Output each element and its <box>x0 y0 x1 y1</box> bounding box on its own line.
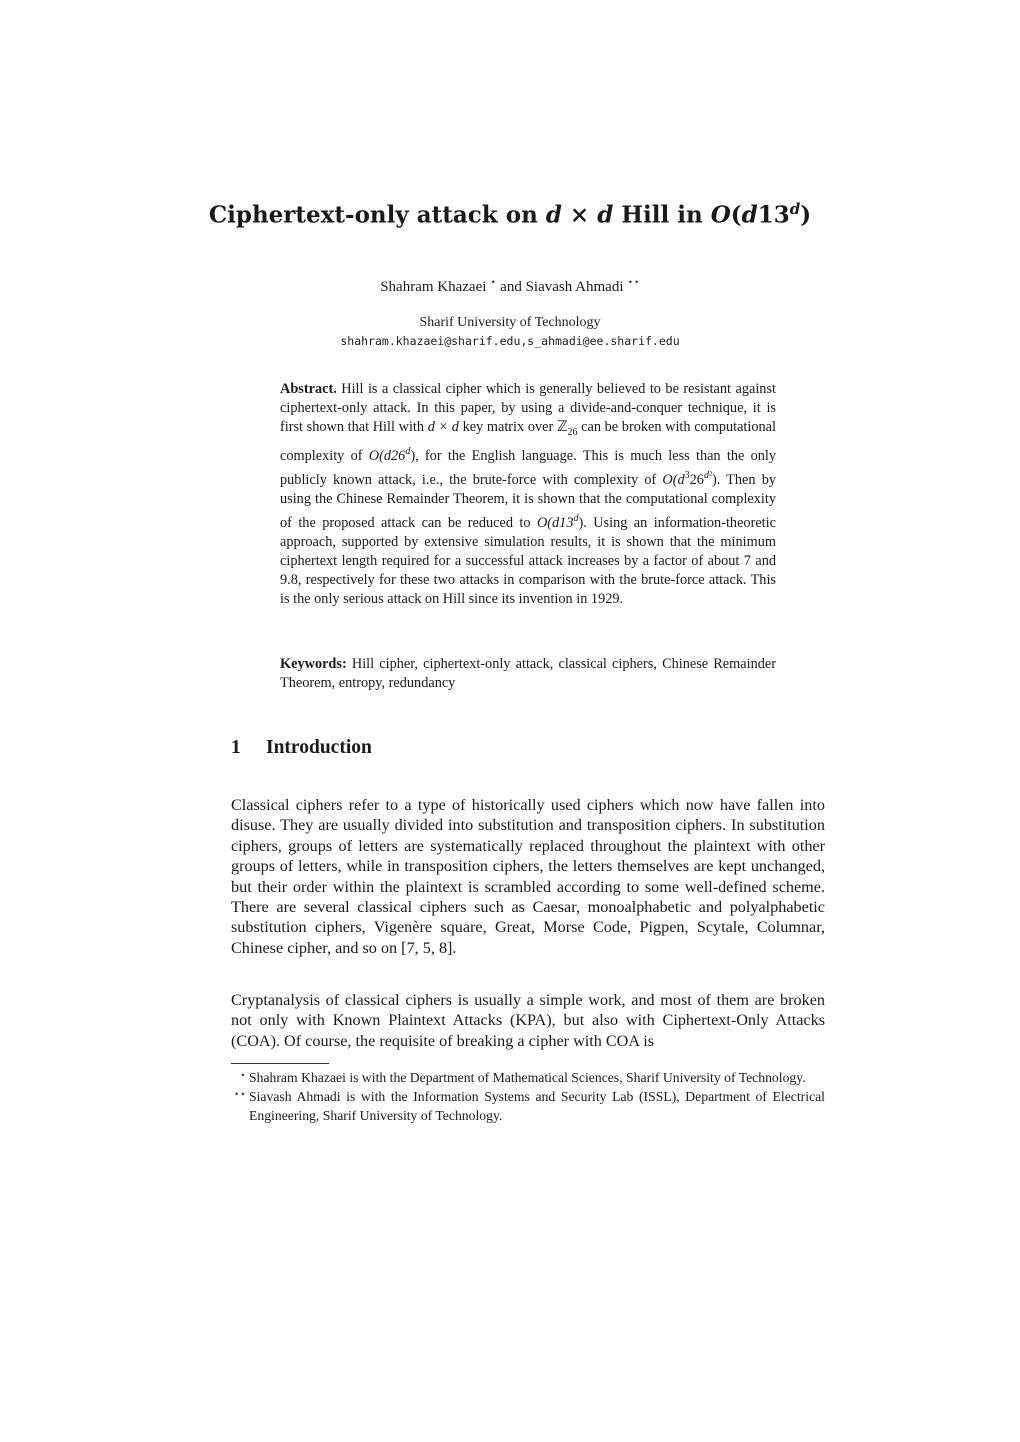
author-conjunction: and <box>496 279 526 295</box>
title-number: 13 <box>757 201 790 229</box>
keywords-text: Hill cipher, ciphertext-only attack, classical ciphers, Chinese Remainder Theorem, entropy, redundancy <box>280 656 776 692</box>
footnote <box>231 1068 825 1087</box>
section-heading <box>231 737 372 759</box>
math-superscript: 3 <box>684 470 690 481</box>
title-text: Hill in <box>613 201 711 229</box>
body-paragraph: Classical ciphers refer to a type of historically used ciphers which now have fallen into disuse. They are usually divided into substitution and transposition ciphers. In substitution ciphers, groups of letters are systematically replaced throughout the plaintext with other groups of letters, while in transposition ciphers, the letters themselves are kept unchanged, but their order within the plaintext is scrambled according to some well-defined scheme. There are several classical ciphers such as Caesar, monoalphabetic and polyalphabetic substitution ciphers, Vigenère square, Great, Morse Code, Pigpen, Scytale, Columnar, Chinese cipher, and so on [7, 5, 8]. <box>231 796 825 957</box>
abstract-text: . Then by using the Chinese Remainder Theorem, it is shown that the computational complexity of the proposed attack can be reduced to <box>280 471 776 531</box>
title-times: × <box>561 201 598 229</box>
math-superscript: d <box>573 512 579 524</box>
abstract <box>280 380 776 609</box>
math-superscript: d <box>405 446 411 458</box>
affiliation: Sharif University of Technology <box>419 315 601 330</box>
section-number: 1 <box>231 737 241 758</box>
author-emails[interactable]: shahram.khazaei@sharif.edu,s_ahmadi@ee.sharif.edu <box>340 334 680 348</box>
footnotes <box>231 1068 825 1125</box>
abstract-label: Abstract. <box>280 381 337 397</box>
abstract-text: key matrix over <box>458 419 557 436</box>
math-inline: O(d <box>662 471 685 488</box>
abstract-text: . Using an information-theoretic approach, supported by extensive simulation results, it is shown that the minimum ciphertext length required for a successful attack increases by a factor of about 7 and 9.8, respectively for these two attacks in comparison with the brute-force attack. This is the only serious attack on Hill since its invention in 1929. <box>280 514 776 608</box>
footnote-mark[interactable]: ⋆⋆ <box>627 277 640 288</box>
title-big-o: O <box>710 201 731 229</box>
math-inline: 26 <box>689 471 704 488</box>
math-inline: ) <box>578 514 584 531</box>
keywords-label: Keywords: <box>280 656 347 672</box>
math-inline: ) <box>410 447 416 464</box>
title-paren: ) <box>800 201 812 229</box>
footnote-mark: ⋆ <box>239 1070 246 1081</box>
body-paragraph: Cryptanalysis of classical ciphers is usually a simple work, and most of them are broken not only with Known Plaintext Attacks (KPA), but also with Ciphertext-Only Attacks (COA). Of course, the requisite of breaking a cipher with COA is <box>231 991 825 1050</box>
math-inline: ℤ <box>556 419 568 436</box>
title-text: Ciphertext-only attack on <box>208 201 546 229</box>
abstract-text: , for the English language. This is much less than the only publicly known attack, i.e., the brute-force with complexity of <box>280 447 776 488</box>
math-inline: O(d26 <box>368 447 406 464</box>
math-inline: O(d13 <box>536 514 574 531</box>
abstract-text: can be broken with computational complexity of <box>280 419 776 464</box>
footnote-divider <box>231 1063 329 1064</box>
footnote-mark[interactable]: ⋆ <box>490 277 497 288</box>
title-var: d <box>597 201 614 229</box>
footnote-text: Siavash Ahmadi is with the Information Systems and Security Lab (ISSL), Department of Electrical Engineering, Sharif University of Technology. <box>249 1089 825 1123</box>
title-var: d <box>741 201 758 229</box>
keywords <box>280 655 776 693</box>
math-inline: ) <box>711 471 717 488</box>
author-name: Siavash Ahmadi <box>525 279 624 295</box>
paper-title <box>180 196 840 229</box>
title-var: d <box>545 201 562 229</box>
math-inline: d × d <box>427 419 459 436</box>
title-exponent: d <box>789 200 801 218</box>
footnote-text: Shahram Khazaei is with the Department of Mathematical Sciences, Sharif University of Technology. <box>249 1070 806 1085</box>
math-superscript: d² <box>703 470 712 481</box>
footnote-mark: ⋆⋆ <box>233 1089 246 1100</box>
section-title: Introduction <box>266 737 372 758</box>
author-list <box>180 277 840 296</box>
abstract-text: Hill is a classical cipher which is generally believed to be resistant against ciphertext-only attack. In this paper, by using a divide-and-conquer technique, it is first shown that Hill with <box>280 381 776 436</box>
footnote <box>231 1087 825 1125</box>
title-paren: ( <box>730 201 742 229</box>
math-subscript: 26 <box>567 427 578 439</box>
author-name: Shahram Khazaei <box>380 279 487 295</box>
